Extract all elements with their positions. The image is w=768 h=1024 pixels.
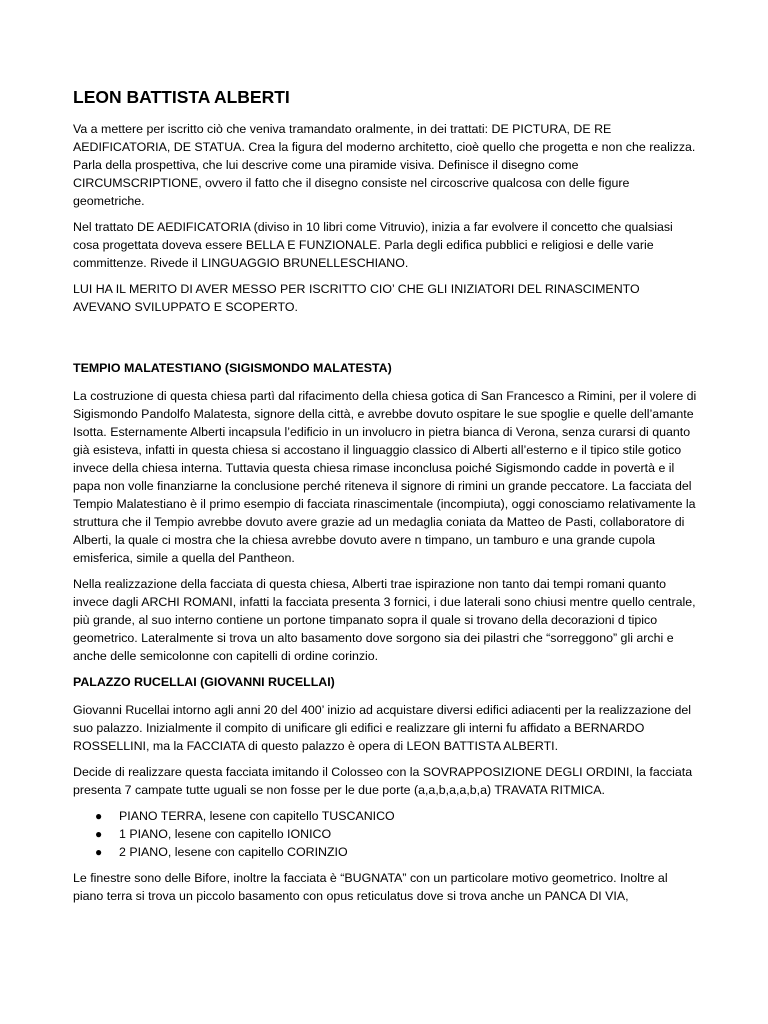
intro-paragraph-3: LUI HA IL MERITO DI AVER MESSO PER ISCRITTO CIO’ CHE GLI INIZIATORI DEL RINASCIMENTO AVEVANO SVILUPPATO E SCOPERTO. (73, 282, 640, 314)
orders-list (73, 807, 698, 861)
palazzo-paragraph-2: Decide di realizzare questa facciata imitando il Colosseo con la SOVRAPPOSIZIONE DEGLI ORDINI, la facciata presenta 7 campate tutte uguali se non fosse per le due porte (a,a,b,a,a,b,a) TRAVATA RITMICA. (73, 765, 693, 797)
list-item-text: 2 PIANO, lesene con capitello CORINZIO (119, 845, 348, 859)
list-item-text: 1 PIANO, lesene con capitello IONICO (119, 827, 332, 841)
palazzo-paragraph-1: Giovanni Rucellai intorno agli anni 20 del 400’ inizio ad acquistare diversi edifici adiacenti per la realizzazione del suo palazzo. Inizialmente il compito di unificare gli edifici e realizzare gli interni fu affidato a BERNARDO ROSSELLINI, ma la FACCIATA di questo palazzo è opera di LEON BATTISTA ALBERTI. (73, 703, 692, 753)
bullet-icon: ● (95, 845, 103, 859)
list-item (95, 825, 698, 843)
section-heading-palazzo: PALAZZO RUCELLAI (GIOVANNI RUCELLAI) (73, 675, 335, 689)
section-spacer (73, 324, 698, 359)
section-heading-tempio: TEMPIO MALATESTIANO (SIGISMONDO MALATESTA) (73, 361, 392, 375)
intro-paragraph-2: Nel trattato DE AEDIFICATORIA (diviso in 10 libri come Vitruvio), inizia a far evolvere il concetto che qualsiasi cosa progettata doveva essere BELLA E FUNZIONALE. Parla degli edifica pubblici e religiosi e delle varie committenze. Rivede il LINGUAGGIO BRUNELLESCHIANO. (73, 220, 673, 270)
tempio-paragraph-2: Nella realizzazione della facciata di questa chiesa, Alberti trae ispirazione non tanto dai tempi romani quanto invece dagli ARCHI ROMANI, infatti la facciata presenta 3 fornici, i due laterali sono chiusi mentre quello centrale, più grande, al suo interno contiene un portone timpanato sopra il quale si trovano della decorazioni d tipico geometrico. Lateralmente si trova un alto basamento dove sorgono sia dei pilastri che “sorreggono” gli archi e anche delle semicolonne con capitelli di ordine corinzio. (73, 577, 696, 663)
bullet-icon: ● (95, 809, 103, 823)
intro-paragraph-1: Va a mettere per iscritto ciò che veniva tramandato oralmente, in dei trattati: DE PICTURA, DE RE AEDIFICATORIA, DE STATUA. Crea la figura del moderno architetto, cioè quello che progetta e non che realizza. Parla della prospettiva, che lui descrive come una piramide visiva. Definisce il disegno come CIRCUMSCRIPTIONE, ovvero il fatto che il disegno consiste nel circoscrive qualcosa con delle figure geometriche. (73, 122, 696, 208)
bullet-icon: ● (95, 827, 103, 841)
list-item (95, 843, 698, 861)
list-item (95, 807, 698, 825)
tempio-paragraph-1: La costruzione di questa chiesa partì dal rifacimento della chiesa gotica di San Francesco a Rimini, per il volere di Sigismondo Pandolfo Malatesta, signore della città, e avrebbe dovuto ospitare le sue spoglie e quelle dell’amante Isotta. Esternamente Alberti incapsula l’edificio in un involucro in pietra bianca di Verona, senza curarsi di quanto già esisteva, infatti in questa chiesa si accostano il linguaggio classico di Alberti all’esterno e il tipico stile gotico invece della chiesa interna. Tuttavia questa chiesa rimase inconclusa poiché Sigismondo cadde in povertà e il papa non volle finanziarne la conclusione perché riteneva il signore di rimini un grande peccatore. La facciata del Tempio Malatestiano è il primo esempio di facciata rinascimentale (incompiuta), oggi conosciamo relativamente la struttura che il Tempio avrebbe dovuto avere grazie ad un medaglia coniata da Matteo de Pasti, collaboratore di Alberti, la quale ci mostra che la chiesa avrebbe dovuto avere n timpano, un tamburo e una grande cupola emisferica, simile a quella del Pantheon. (73, 389, 697, 565)
palazzo-closing-paragraph: Le finestre sono delle Bifore, inoltre la facciata è “BUGNATA” con un particolare motivo geometrico. Inoltre al piano terra si trova un piccolo basamento con opus reticulatus dove si trova anche un PANCA DI VIA, (73, 871, 668, 903)
document-title: LEON BATTISTA ALBERTI (73, 87, 290, 107)
list-item-text: PIANO TERRA, lesene con capitello TUSCANICO (119, 809, 395, 823)
